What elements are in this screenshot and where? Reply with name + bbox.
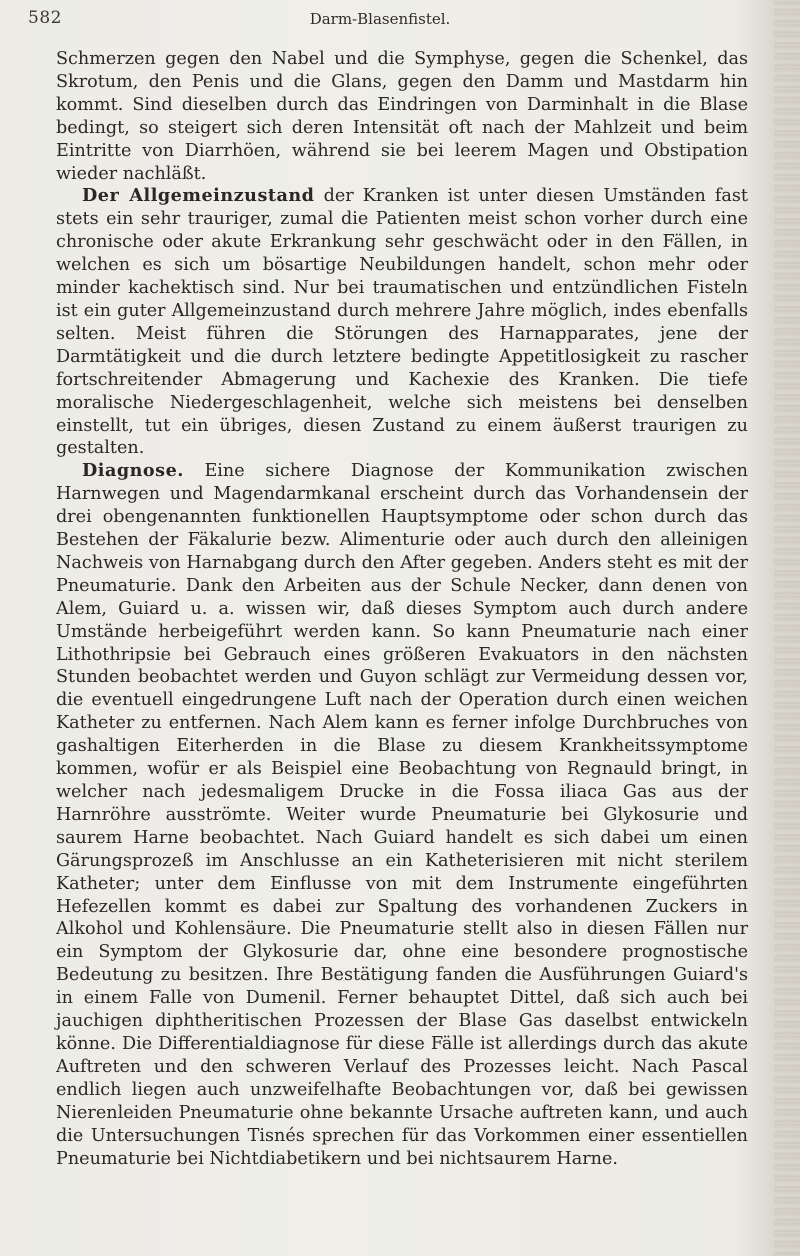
page-edge-shadow: [774, 0, 800, 1256]
paragraph-diagnosis: [56, 460, 748, 1170]
paragraph-text: Schmerzen gegen den Nabel und die Symphyse, gegen die Schenkel, das Skrotum, den Penis und die Glans, gegen den Damm und Mastdarm hin kommt. Sind dieselben durch das Eindringen von Darminhalt in die Blase bedingt, so steigert sich deren Intensität oft nach der Mahlzeit und beim Eintritte von Diarrhöen, während sie bei leerem Magen und Obstipation wieder nachläßt.: [56, 49, 748, 184]
paragraph-text: der Kranken ist unter diesen Umständen fast stets ein sehr trauriger, zumal die Patienten meist schon vorher durch eine chronische oder akute Erkrankung sehr geschwächt oder in den Fällen, in welchen es sich um bösartige Neubildungen handelt, schon mehr oder minder kachektisch sind. Nur bei traumatischen und entzündlichen Fisteln ist ein guter Allgemeinzustand durch mehrere Jahre möglich, indes ebenfalls selten. Meist führen die Störungen des Harnapparates, jene der Darmtätigkeit und die durch letztere bedingte Appetitlosigkeit zu rascher fortschreitender Abmagerung und Kachexie des Kranken. Die tiefe moralische Niedergeschlagenheit, welche sich meistens bei denselben einstellt, tut ein übriges, diesen Zustand zu einem äußerst traurigen zu gestalten.: [56, 186, 748, 459]
paragraph-general-condition: [56, 185, 748, 460]
running-head: Darm-Blasenfistel.: [309, 10, 451, 28]
page-header: [0, 8, 760, 38]
page-number: 582: [28, 8, 62, 28]
paragraph-lead-term: Diagnose.: [82, 460, 184, 482]
paragraph-lead-term: Der Allgemeinzustand: [82, 185, 315, 207]
paragraph-text: Eine sichere Diagnose der Kommunikation zwischen Harnwegen und Magendarmkanal erscheint durch das Vorhandensein der drei obengenannten funktionellen Hauptsymptome oder schon durch das Bestehen der Fäkalurie bezw. Alimenturie oder auch durch den alleinigen Nachweis von Harnabgang durch den After gegeben. Anders steht es mit der Pneumaturie. Dank den Arbeiten aus der Schule Necker, dann denen von Alem, Guiard u. a. wissen wir, daß dieses Symptom auch durch andere Umstände herbeigeführt werden kann. So kann Pneumaturie nach einer Lithothripsie bei Gebrauch eines größeren Evakuators in den nächsten Stunden beobachtet werden und Guyon schlägt zur Vermeidung dessen vor, die eventuell eingedrungene Luft nach der Operation durch einen weichen Katheter zu entfernen. Nach Alem kann es ferner infolge Durchbruches von gashaltigen Eiterherden in die Blase zu diesem Krankheitssymptome kommen, wofür er als Beispiel eine Beobachtung von Regnauld bringt, in welcher nach jedesmaligem Drucke in die Fossa iliaca Gas aus der Harnröhre ausströmte. Weiter wurde Pneumaturie bei Glykosurie und saurem Harne beobachtet. Nach Guiard handelt es sich dabei um einen Gärungsprozeß im Anschlusse an ein Katheterisieren mit nicht sterilem Katheter; unter dem Einflusse von mit dem Instrumente eingeführten Hefezellen kommt es dabei zur Spaltung des vorhandenen Zuckers in Alkohol und Kohlensäure. Die Pneumaturie stellt also in diesen Fällen nur ein Symptom der Glykosurie dar, ohne eine besondere prognostische Bedeutung zu besitzen. Ihre Bestätigung fanden die Ausführungen Guiard's in einem Falle von Dumenil. Ferner behauptet Dittel, daß sich auch bei jauchigen diphtheritischen Prozessen der Blase Gas daselbst entwickeln könne. Die Differentialdiagnose für diese Fälle ist allerdings durch das akute Auftreten und den schweren Verlauf des Prozesses leicht. Nach Pascal endlich liegen auch unzweifelhafte Beobachtungen vor, daß bei gewissen Nierenleiden Pneumaturie ohne bekannte Ursache auftreten kann, und auch die Untersuchungen Tisnés sprechen für das Vorkommen einer essentiellen Pneumaturie bei Nichtdiabetikern und bei nichtsaurem Harne.: [56, 461, 748, 1169]
paragraph-symptoms-pain: [56, 48, 748, 185]
body-text: [56, 48, 748, 1170]
